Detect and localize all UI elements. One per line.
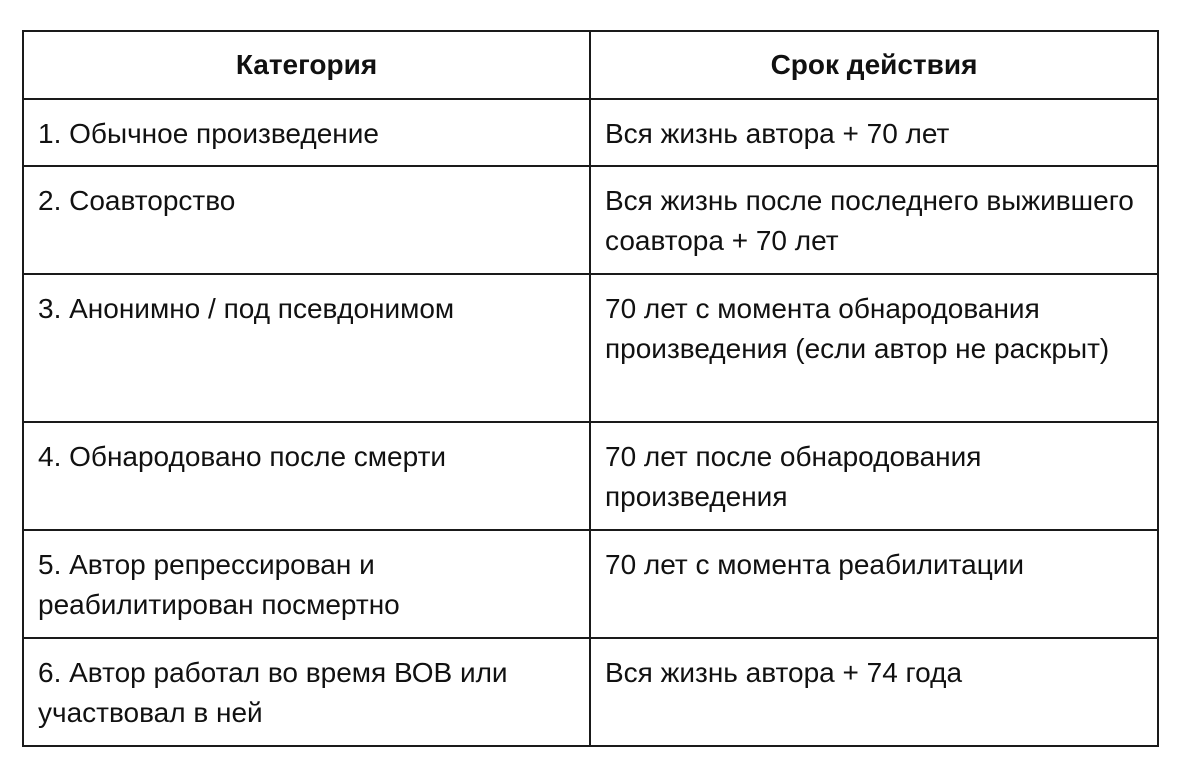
table-row <box>23 166 1158 274</box>
term-cell: 70 лет с момента обнародования произведения (если автор не раскрыт) <box>590 274 1158 422</box>
term-cell: 70 лет с момента реабилитации <box>590 530 1158 638</box>
category-cell: 4. Обнародовано после смерти <box>23 422 590 530</box>
term-cell: Вся жизнь автора + 70 лет <box>590 99 1158 166</box>
table-row <box>23 422 1158 530</box>
category-cell: 1. Обычное произведение <box>23 99 590 166</box>
table-row <box>23 638 1158 746</box>
table-row <box>23 99 1158 166</box>
column-header-term: Срок действия <box>590 31 1158 99</box>
table-row <box>23 530 1158 638</box>
term-cell: Вся жизнь после последнего выжившего соавтора + 70 лет <box>590 166 1158 274</box>
term-cell: 70 лет после обнародования произведения <box>590 422 1158 530</box>
term-cell: Вся жизнь автора + 74 года <box>590 638 1158 746</box>
table-header-row <box>23 31 1158 99</box>
column-header-category: Категория <box>23 31 590 99</box>
category-cell: 6. Автор работал во время ВОВ или участвовал в ней <box>23 638 590 746</box>
table-row <box>23 274 1158 422</box>
category-cell: 2. Соавторство <box>23 166 590 274</box>
category-cell: 3. Анонимно / под псевдонимом <box>23 274 590 422</box>
copyright-term-table <box>22 30 1159 747</box>
category-cell: 5. Автор репрессирован и реабилитирован посмертно <box>23 530 590 638</box>
